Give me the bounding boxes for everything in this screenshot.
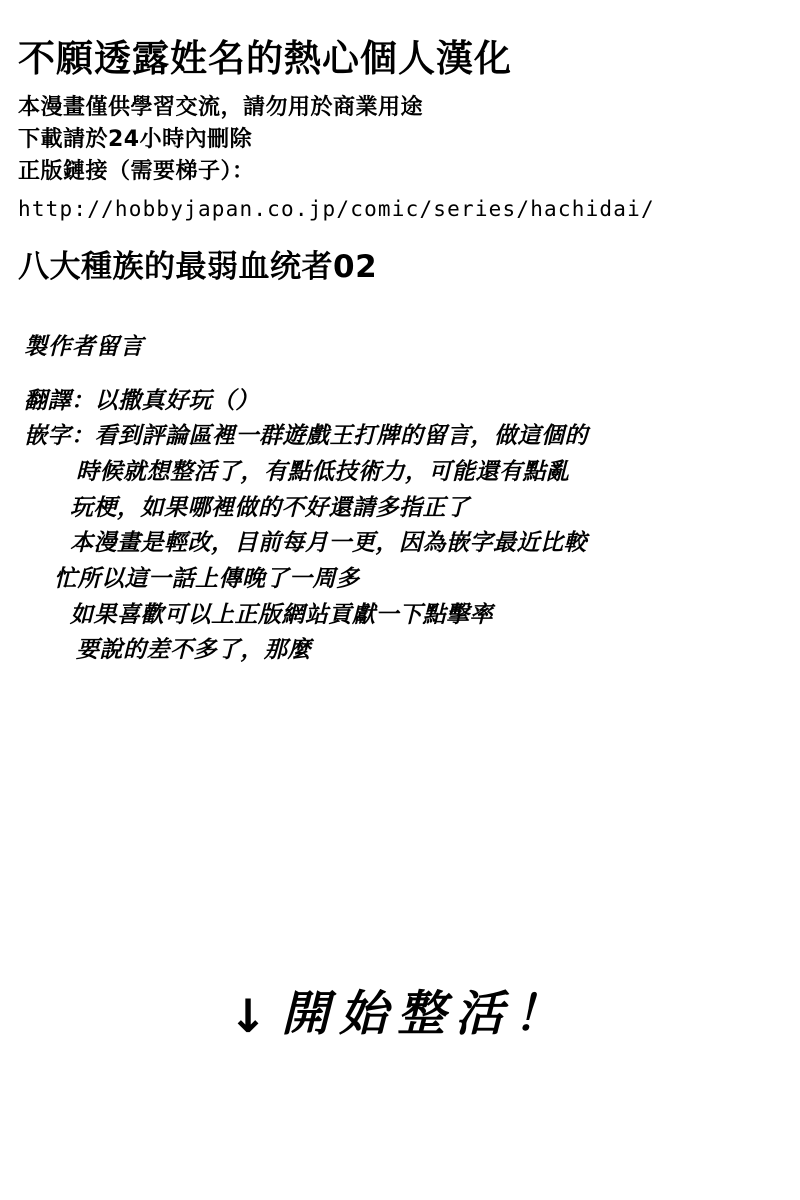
credits-block [18,328,782,668]
start-banner-text: 開始整活！ [281,986,572,1042]
typesetter-line-4: 本漫畫是輕改，目前每月一更，因為嵌字最近比較 [70,529,587,557]
typesetter-line-5: 忙所以這一話上傳晚了一周多 [54,564,360,592]
official-source-url[interactable]: http://hobbyjapan.co.jp/comic/series/hachidai/ [18,196,655,221]
notice-line-2: 下載請於24小時內刪除 [18,127,253,153]
translator-value: 以撒真好玩（） [94,386,259,414]
group-title: 不願透露姓名的熱心個人漢化 [18,37,512,80]
credit-row-translator [24,383,782,419]
credits-heading: 製作者留言 [24,332,144,360]
notice-line-1: 本漫畫僅供學習交流，請勿用於商業用途 [18,95,424,121]
typesetter-label: 嵌字： [24,422,95,450]
down-arrow-icon: ↓ [228,989,268,1043]
typesetter-line-3: 玩梗，如果哪裡做的不好還請多指正了 [70,493,470,521]
typesetter-line-2: 時候就想整活了，有點低技術力，可能還有點亂 [76,458,570,485]
series-title: 八大種族的最弱血统者02 [18,249,378,286]
start-banner [0,975,800,1044]
typesetter-line-7: 要說的差不多了，那麼 [76,636,311,664]
translator-label: 翻譯： [24,386,95,414]
credit-row-typesetter [24,418,782,454]
typesetter-line-1: 看到評論區裡一群遊戲王打牌的留言，做這個的 [94,422,588,450]
notice-line-3: 正版鏈接（需要梯子）： [18,159,255,185]
typesetter-line-6: 如果喜歡可以上正版網站貢獻一下點擊率 [70,600,493,628]
